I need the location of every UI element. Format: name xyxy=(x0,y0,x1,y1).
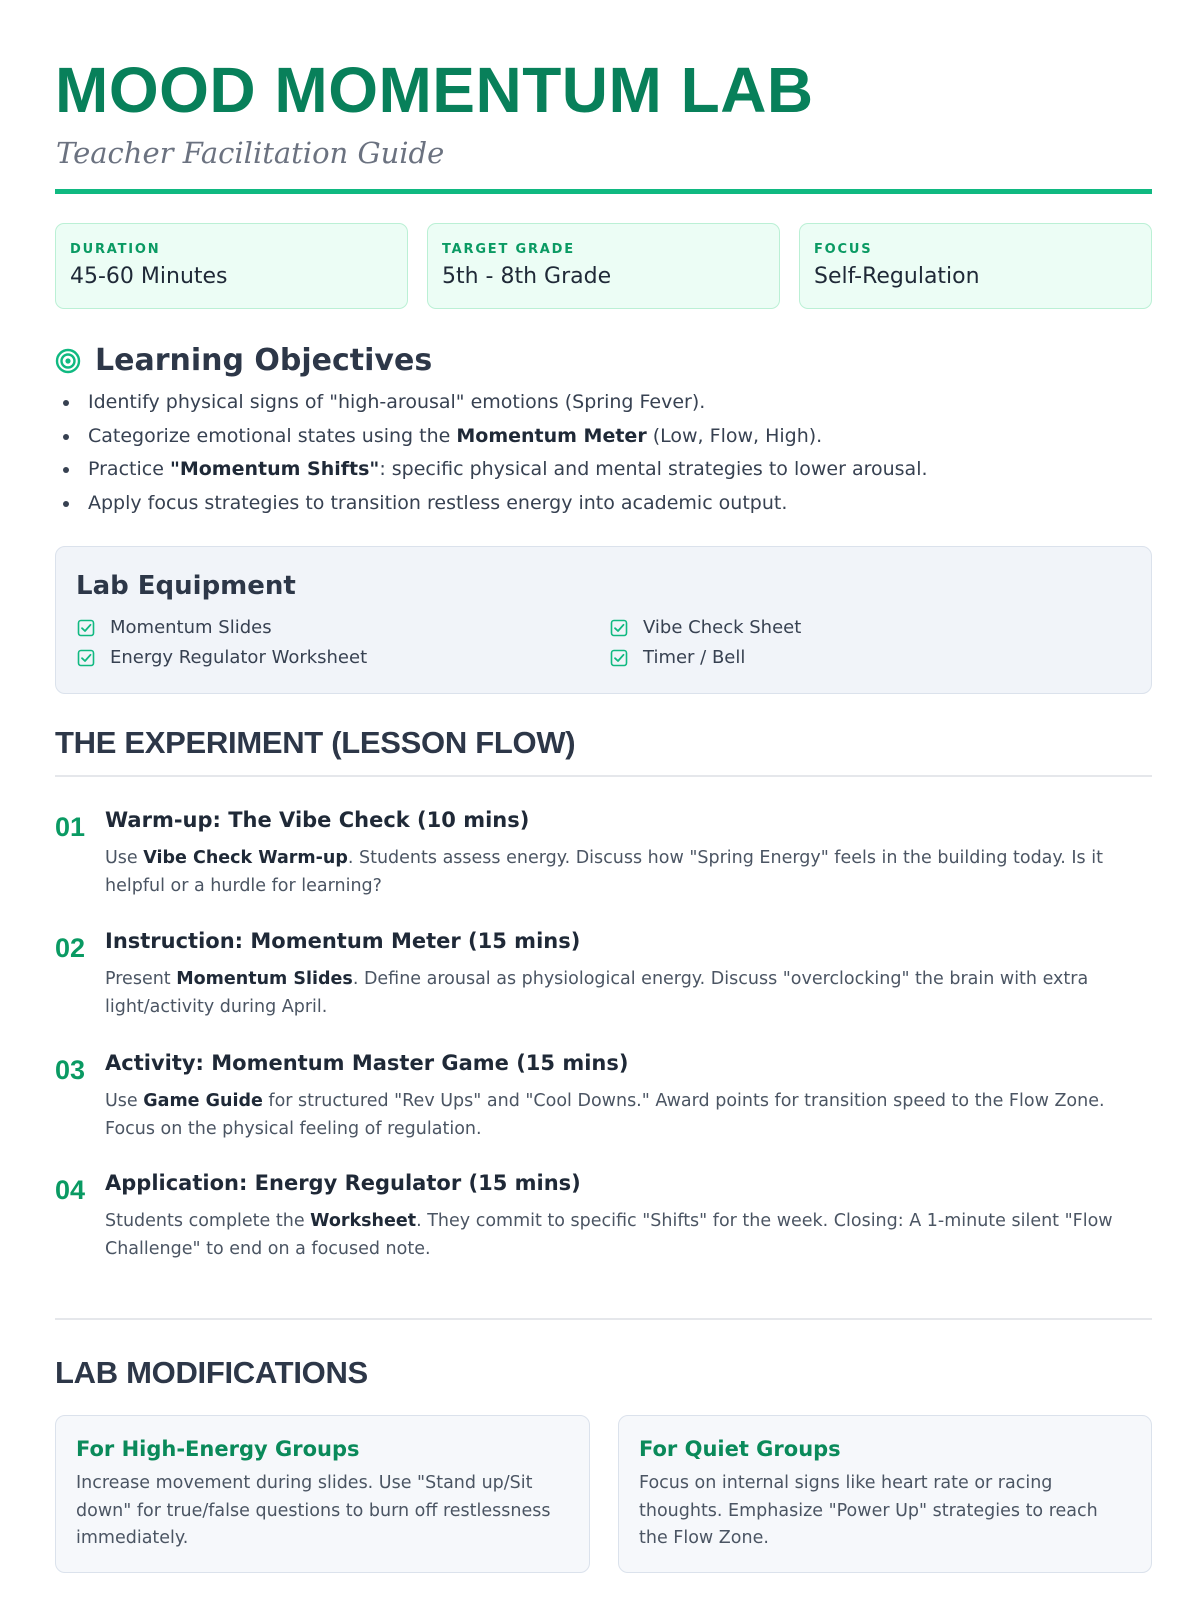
step-title: Warm-up: The Vibe Check (10 mins) xyxy=(105,808,530,832)
target-icon xyxy=(55,348,81,374)
step-description xyxy=(105,845,1155,900)
step-title: Instruction: Momentum Meter (15 mins) xyxy=(105,929,581,953)
modification-title: For Quiet Groups xyxy=(639,1437,841,1461)
info-card-label: TARGET GRADE xyxy=(442,242,575,257)
page-title: MOOD MOMENTUM LAB xyxy=(55,54,814,126)
step-description xyxy=(105,966,1155,1021)
bullet-dot xyxy=(63,434,69,440)
step-title: Activity: Momentum Master Game (15 mins) xyxy=(105,1051,629,1075)
step-text: Students complete the xyxy=(105,1211,311,1231)
modification-text: Focus on internal signs like heart rate or racing thoughts. Emphasize "Power Up" strategies to reach the Flow Zone. xyxy=(639,1473,1098,1548)
title-divider xyxy=(55,189,1152,194)
step-text: . They commit to specific "Shifts" for the week. Closing: A 1-minute silent "Flow Challenge" to end on a focused note. xyxy=(105,1211,1113,1259)
step-emphasis: Game Guide xyxy=(143,1091,263,1111)
equipment-label: Vibe Check Sheet xyxy=(643,617,802,638)
lab-equipment-box xyxy=(55,546,1152,694)
step-emphasis: Worksheet xyxy=(310,1211,417,1231)
section-divider xyxy=(55,1318,1152,1320)
step-text: . Students assess energy. Discuss how "Spring Energy" feels in the building today. Is it helpful or a hurdle for learning? xyxy=(105,848,1103,896)
checkbox-icon xyxy=(610,619,628,637)
objective-item xyxy=(55,453,1152,487)
objective-text: Categorize emotional states using the xyxy=(88,424,457,447)
step-number: 01 xyxy=(55,812,86,842)
step-description xyxy=(105,1088,1155,1143)
modification-title: For High-Energy Groups xyxy=(76,1437,360,1461)
equipment-item xyxy=(610,646,745,670)
step-title: Application: Energy Regulator (15 mins) xyxy=(105,1171,581,1195)
objectives-list xyxy=(55,386,1152,520)
step-number: 04 xyxy=(55,1175,86,1205)
objective-text: Practice xyxy=(88,458,170,480)
objectives-heading xyxy=(55,339,432,383)
bullet-dot xyxy=(63,467,69,473)
info-card-value: 5th - 8th Grade xyxy=(442,264,612,289)
lab-equipment-title: Lab Equipment xyxy=(76,571,296,601)
modification-text: Increase movement during slides. Use "Stand up/Sit down" for true/false questions to burn off restlessness immediately. xyxy=(76,1473,551,1548)
step-number: 03 xyxy=(55,1055,86,1085)
equipment-label: Momentum Slides xyxy=(110,617,272,638)
info-card-label: DURATION xyxy=(70,242,161,257)
objective-text: : specific physical and mental strategies to lower arousal. xyxy=(379,458,928,480)
info-card-value: 45-60 Minutes xyxy=(70,264,228,289)
lab-modifications-heading: LAB MODIFICATIONS xyxy=(55,1355,368,1390)
objective-item xyxy=(55,487,1152,521)
equipment-label: Energy Regulator Worksheet xyxy=(110,647,368,668)
modification-card-quiet xyxy=(618,1415,1152,1573)
step-number: 02 xyxy=(55,933,86,963)
objective-emphasis: "Momentum Shifts" xyxy=(169,458,380,480)
info-card-label: FOCUS xyxy=(814,242,873,257)
checkbox-icon xyxy=(77,619,95,637)
page-subtitle: Teacher Facilitation Guide xyxy=(56,136,445,170)
equipment-label: Timer / Bell xyxy=(643,647,746,668)
bullet-dot xyxy=(63,501,69,507)
bullet-dot xyxy=(63,400,69,406)
info-card-focus xyxy=(799,223,1152,309)
info-card-duration xyxy=(55,223,408,309)
checkbox-icon xyxy=(77,649,95,667)
objective-item xyxy=(55,420,1152,454)
step-description xyxy=(105,1208,1155,1263)
step-text: Present xyxy=(105,969,177,989)
section-divider xyxy=(55,775,1152,777)
info-card-value: Self-Regulation xyxy=(814,264,980,289)
equipment-item xyxy=(610,616,801,640)
objective-text: (Low, Flow, High). xyxy=(646,424,823,447)
step-text: Use xyxy=(105,848,144,868)
info-card-target-grade xyxy=(427,223,780,309)
objective-text: Identify physical signs of "high-arousal" emotions (Spring Fever). xyxy=(88,391,706,413)
objectives-heading-text: Learning Objectives xyxy=(95,343,433,378)
modification-card-high-energy xyxy=(55,1415,590,1573)
lesson-flow-heading: THE EXPERIMENT (LESSON FLOW) xyxy=(55,725,576,760)
step-emphasis: Momentum Slides xyxy=(176,969,353,989)
equipment-item xyxy=(77,616,272,640)
checkbox-icon xyxy=(610,649,628,667)
objective-item xyxy=(55,386,1152,420)
equipment-item xyxy=(77,646,367,670)
step-text: Use xyxy=(105,1091,144,1111)
step-text: for structured "Rev Ups" and "Cool Downs." Award points for transition speed to the Flow Zone. Focus on the physical feeling of regulation. xyxy=(105,1091,1105,1139)
step-text: . Define arousal as physiological energy. Discuss "overclocking" the brain with extra light/activity during April. xyxy=(105,969,1089,1017)
objective-text: Apply focus strategies to transition restless energy into academic output. xyxy=(88,491,788,514)
objective-emphasis: Momentum Meter xyxy=(456,424,647,447)
step-emphasis: Vibe Check Warm-up xyxy=(143,848,348,868)
